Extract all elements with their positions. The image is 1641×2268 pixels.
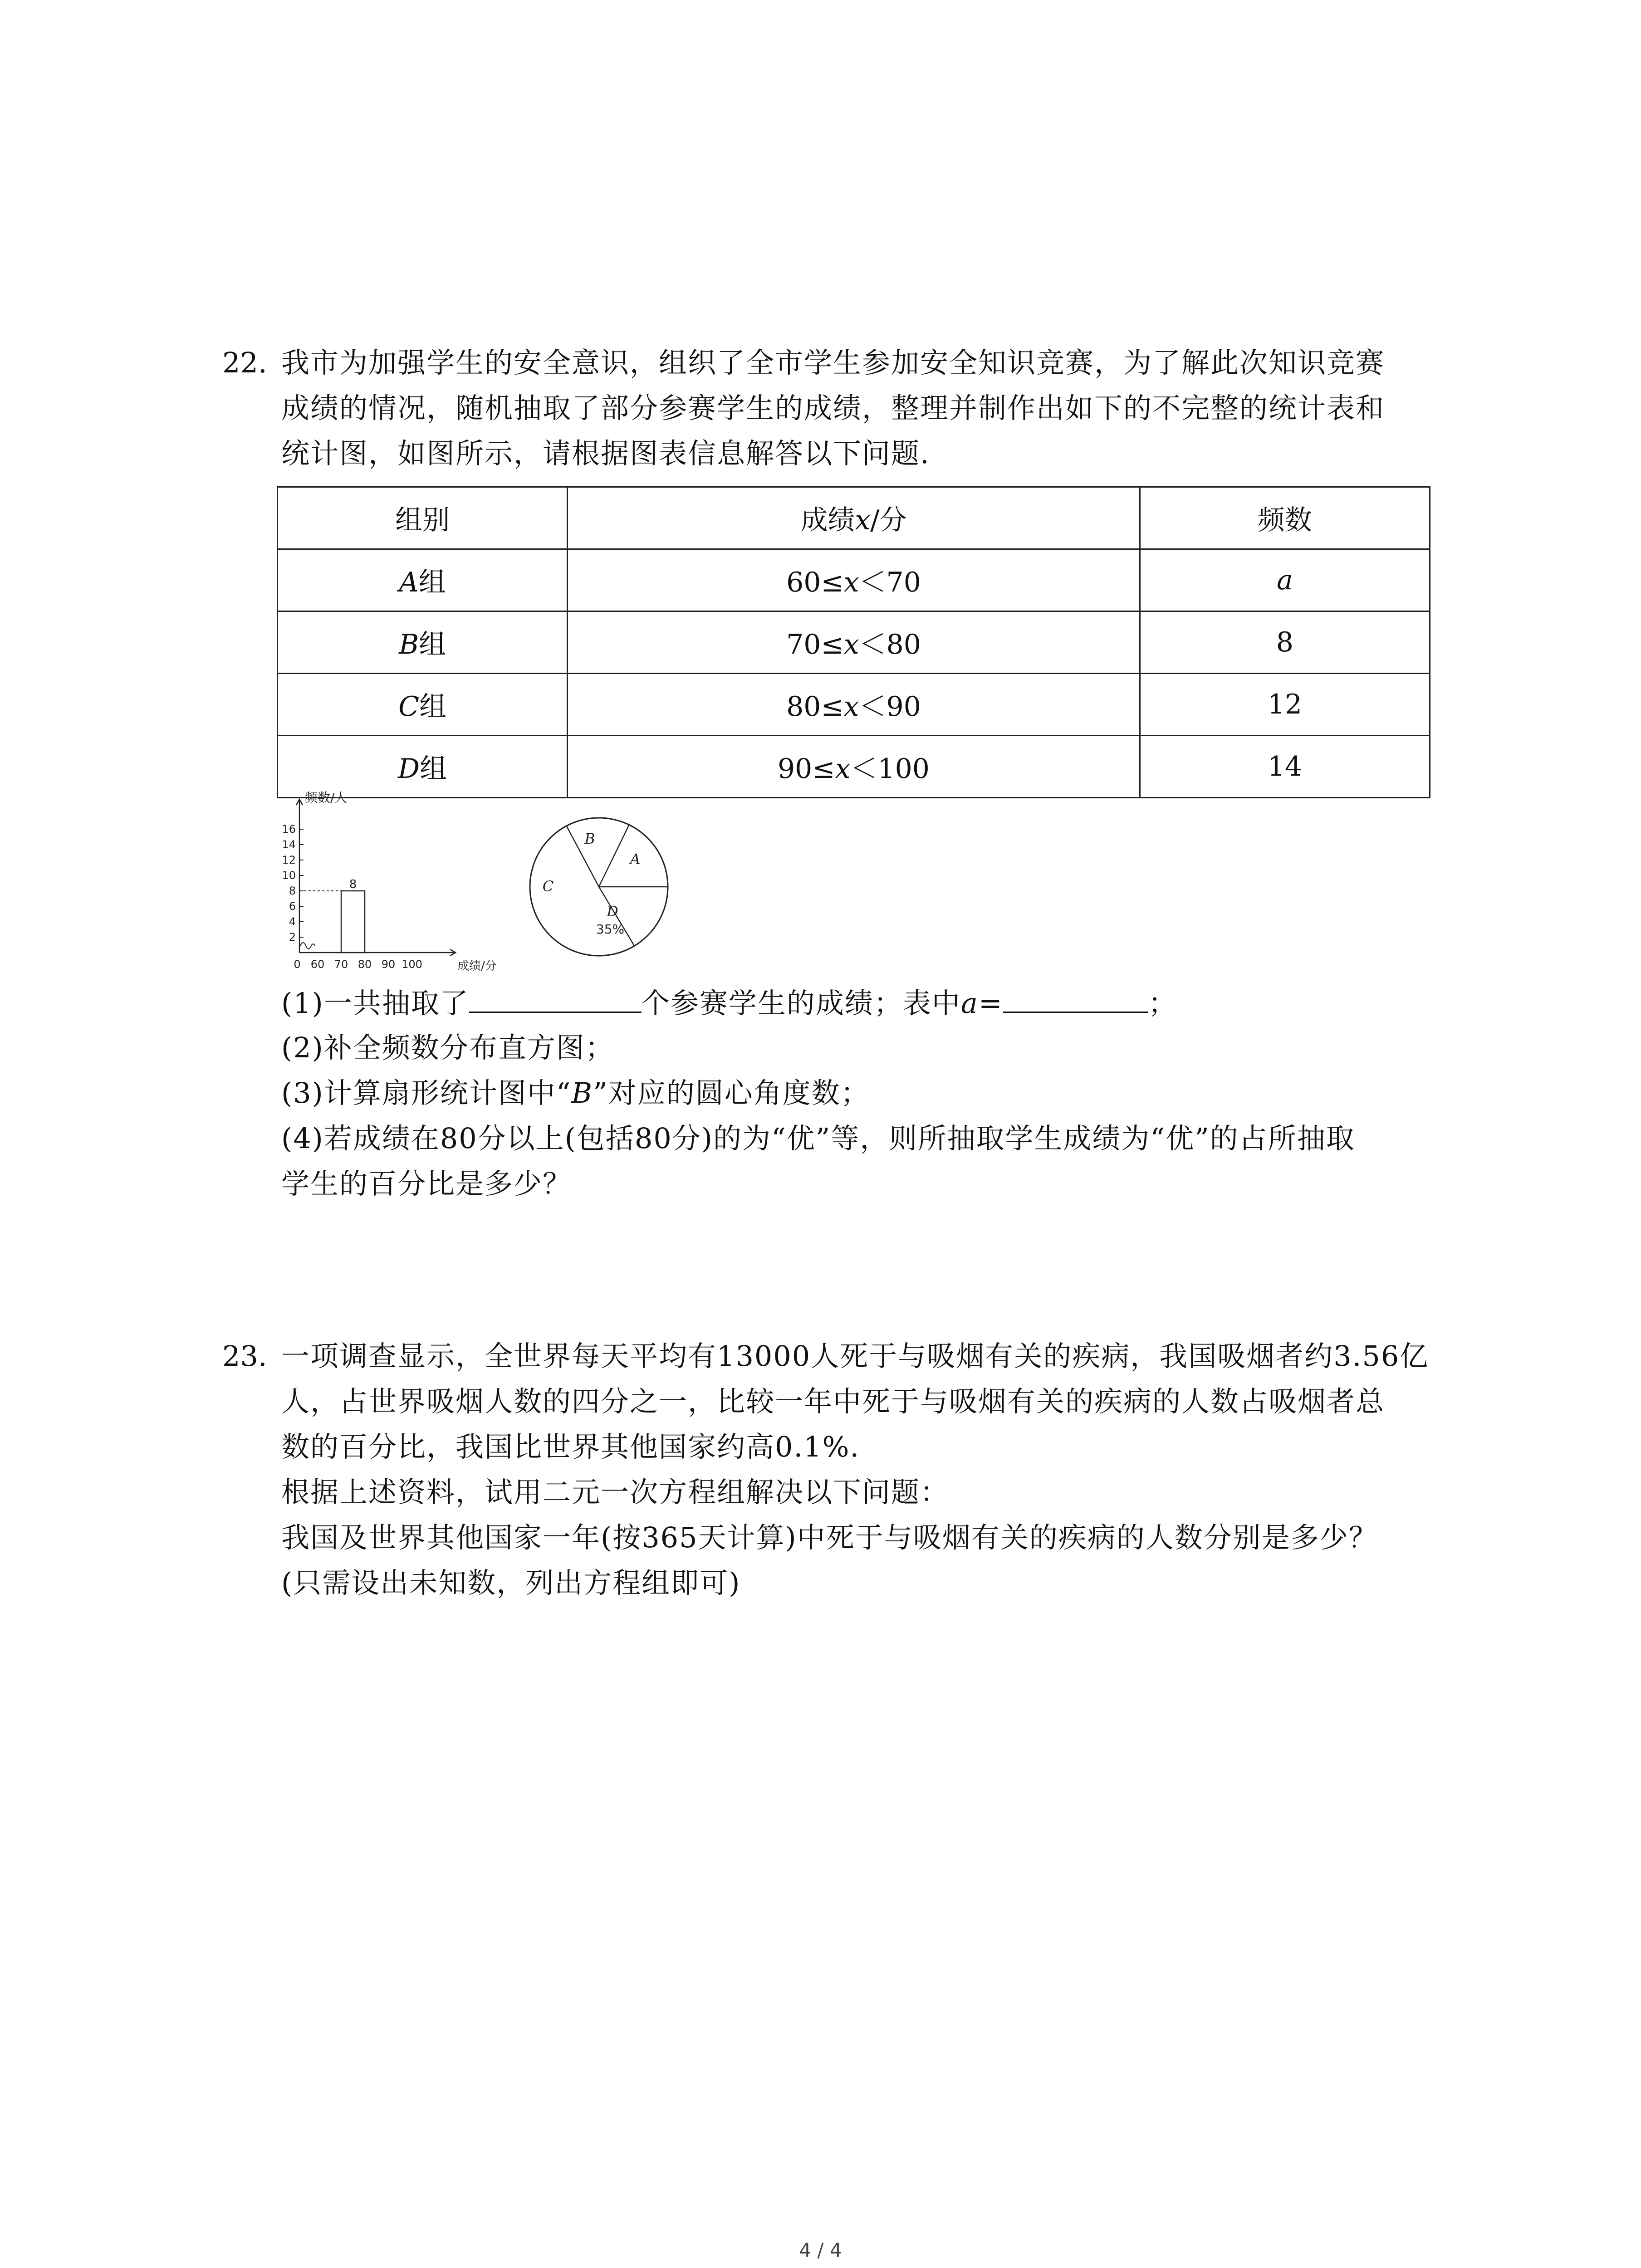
range-cell: 80≤x＜90	[568, 674, 1140, 736]
y-tick-label: 4	[289, 915, 296, 928]
q23-line-3: 数的百分比，我国比世界其他国家约高0.1%.	[281, 1430, 860, 1463]
range-cell: 70≤x＜80	[568, 611, 1140, 674]
group-cell: A组	[278, 549, 568, 611]
answer-blank-1[interactable]	[469, 984, 642, 1013]
frequency-cell: 14	[1140, 736, 1430, 798]
header-frequency: 频数	[1140, 487, 1430, 549]
range-cell: 90≤x＜100	[568, 736, 1140, 798]
pie-chart	[522, 812, 685, 962]
table-row	[278, 736, 1430, 798]
y-tick-label: 6	[289, 900, 296, 913]
y-tick-label: 8	[289, 885, 296, 897]
x-tick-label: 100	[402, 958, 422, 971]
bar-value-label: 8	[349, 878, 357, 891]
group-cell: D组	[278, 736, 568, 798]
q22-intro-line-3: 统计图，如图所示，请根据图表信息解答以下问题.	[281, 437, 930, 470]
q23-line-5: 我国及世界其他国家一年(按365天计算)中死于与吸烟有关的疾病的人数分别是多少？	[281, 1521, 1378, 1554]
q23-line-2: 人，占世界吸烟人数的四分之一，比较一年中死于与吸烟有关的疾病的人数占吸烟者总	[281, 1385, 1385, 1418]
x-tick-label: 70	[334, 958, 348, 971]
x-axis-label: 成绩/分	[457, 959, 497, 973]
table-row	[278, 549, 1430, 611]
page-number: 4 / 4	[799, 2239, 842, 2261]
x-tick-label: 80	[358, 958, 372, 971]
frequency-cell: 12	[1140, 674, 1430, 736]
x-tick-label: 60	[310, 958, 325, 971]
header-group: 组别	[278, 487, 568, 549]
pie-slice-label: D	[607, 903, 618, 920]
frequency-cell: a	[1140, 549, 1430, 611]
y-tick-label: 10	[282, 869, 296, 882]
y-tick-label: 12	[282, 854, 296, 866]
frequency-cell: 8	[1140, 611, 1430, 674]
q23-line-6: (只需设出未知数，列出方程组即可)	[281, 1566, 741, 1599]
q22-sub4-line-2: 学生的百分比是多少？	[281, 1167, 572, 1200]
axis-break-mark	[300, 943, 315, 949]
y-axis-label: 频数/人	[305, 790, 348, 805]
histogram-bar	[341, 891, 365, 953]
q22-intro-line-1: 我市为加强学生的安全意识，组织了全市学生参加安全知识竞赛，为了解此次知识竞赛	[281, 346, 1385, 379]
q22-sub4-line-1: (4)若成绩在80分以上(包括80分)的为“优”等，则所抽取学生成绩为“优”的占所抽取	[281, 1122, 1355, 1155]
range-cell: 60≤x＜70	[568, 549, 1140, 611]
q23-number: 23.	[222, 1339, 267, 1373]
q22-intro-line-2: 成绩的情况，随机抽取了部分参赛学生的成绩，整理并制作出如下的不完整的统计表和	[281, 391, 1385, 425]
pie-slice-label: A	[630, 850, 641, 868]
y-tick-label: 16	[282, 823, 296, 836]
q22-sub1: (1)一共抽取了 个参赛学生的成绩；表中a= ；	[281, 984, 1177, 1022]
group-cell: B组	[278, 611, 568, 674]
y-tick-label: 14	[282, 838, 296, 851]
table-header-row	[278, 487, 1430, 549]
pie-slice-label: B	[584, 830, 595, 847]
group-cell: C组	[278, 674, 568, 736]
pie-slice-value-label: 35%	[596, 922, 625, 937]
frequency-table	[277, 486, 1430, 798]
x-tick-label: 90	[381, 958, 396, 971]
q23-line-4: 根据上述资料，试用二元一次方程组解决以下问题：	[281, 1476, 950, 1509]
q22-sub2: (2)补全频数分布直方图；	[281, 1031, 614, 1064]
q23-line-1: 一项调查显示，全世界每天平均有13000人死于与吸烟有关的疾病，我国吸烟者约3.56亿	[281, 1339, 1429, 1373]
table-row	[278, 611, 1430, 674]
q22-number: 22.	[222, 346, 267, 379]
frequency-histogram	[272, 789, 526, 980]
x-tick-label: 0	[294, 958, 301, 971]
pie-slice-label: C	[542, 878, 554, 895]
y-tick-label: 2	[289, 931, 296, 943]
header-score: 成绩x/分	[568, 487, 1140, 549]
q22-sub3: (3)计算扇形统计图中“B”对应的圆心角度数；	[281, 1076, 870, 1110]
table-row	[278, 674, 1430, 736]
answer-blank-2[interactable]	[1003, 984, 1148, 1013]
